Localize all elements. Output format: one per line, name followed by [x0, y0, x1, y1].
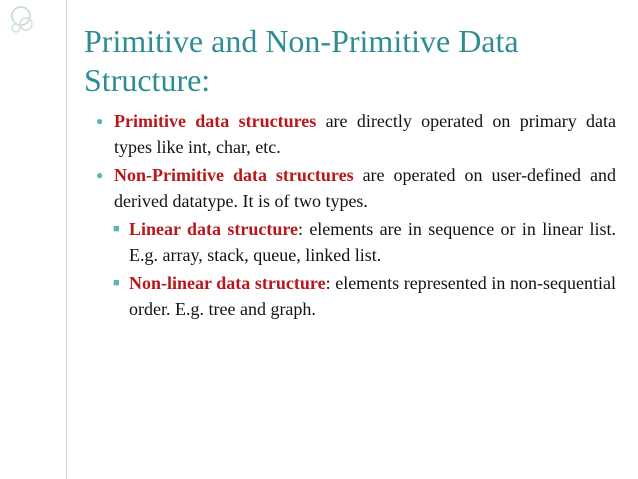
- list-item: [112, 216, 616, 268]
- slide-decoration: [0, 0, 66, 479]
- list-item: [94, 162, 616, 214]
- item-description: : elements are in sequence or in linear list. E.g. array, stack, queue, linked list.: [129, 219, 616, 265]
- bullet-dot-icon: ●: [96, 168, 104, 182]
- bullet-list: [94, 108, 616, 324]
- bullet-square-icon: ■: [113, 223, 120, 235]
- list-item: [112, 270, 616, 322]
- left-divider: [66, 0, 67, 479]
- term-primitive: Primitive data structures: [114, 111, 317, 131]
- term-linear: Linear data structure: [129, 219, 298, 239]
- term-non-primitive: Non-Primitive data structures: [114, 165, 354, 185]
- item-description: are directly operated on primary data types like int, char, etc.: [114, 111, 616, 157]
- slide-title: Primitive and Non-Primitive Data Structure:: [84, 23, 519, 98]
- list-item: [94, 108, 616, 160]
- term-non-linear: Non-linear data structure: [129, 273, 326, 293]
- bullet-square-icon: ■: [113, 277, 120, 289]
- item-description: : elements represented in non-sequential order. E.g. tree and graph.: [129, 273, 616, 319]
- item-description: are operated on user-defined and derived datatype. It is of two types.: [114, 165, 617, 211]
- decoration-circle: [12, 24, 20, 32]
- bullet-dot-icon: ●: [96, 114, 104, 128]
